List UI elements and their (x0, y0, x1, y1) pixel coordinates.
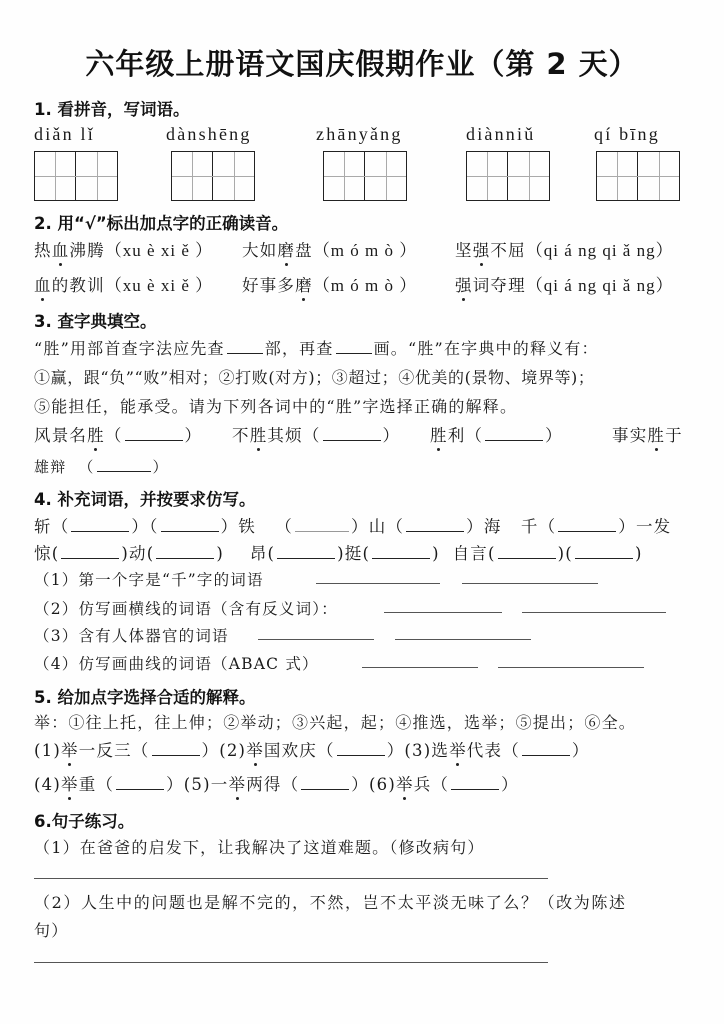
text: 画。“胜”在字典中的释义有： (373, 339, 599, 358)
idiom-char: 铁 (238, 517, 256, 536)
dotted-char: 胜 (647, 422, 665, 446)
item-number: (1) (34, 741, 61, 760)
idiom-blank[interactable] (406, 515, 464, 533)
idiom-blank[interactable] (372, 542, 430, 560)
answer-line[interactable] (395, 639, 531, 640)
answer-line[interactable] (462, 583, 598, 584)
paren: （ (104, 426, 123, 445)
paren: ） (184, 426, 203, 445)
text: 国欢庆 (263, 741, 317, 760)
idiom-blank[interactable] (498, 542, 556, 560)
answer-blank[interactable] (152, 739, 200, 757)
answer-line[interactable] (258, 639, 374, 640)
page-title: 六年级上册语文国庆假期作业（第 2 天） (85, 47, 639, 81)
sheng-word-4 (612, 422, 683, 446)
item-number: (4) (34, 775, 61, 794)
answer-blank[interactable] (301, 773, 349, 791)
text: 不 (232, 426, 250, 445)
word-text: 的教训 (51, 276, 105, 295)
ju-row-2: (4)举重（ ）(5)一举两得（ ）(6)举兵（ ） (34, 771, 519, 795)
text: 风景名 (34, 426, 88, 445)
text: 雄辩 (34, 458, 67, 476)
section2-heading: 2. 用“√”标出加点字的正确读音。 (34, 214, 289, 233)
idiom-char: 海 (483, 517, 502, 536)
sub-question-2: （2）仿写画横线的词语（含有反义词）： (34, 600, 338, 618)
idiom-char: 惊 (34, 544, 52, 563)
dotted-char: 胜 (250, 422, 268, 446)
idiom-blank[interactable] (277, 542, 335, 560)
pinyin-1: diǎn lǐ (34, 124, 95, 144)
pron-item-r1-3 (455, 236, 674, 261)
idiom-char: 千 (520, 517, 539, 536)
answer-blank[interactable] (97, 456, 151, 472)
dotted-char: 举 (396, 771, 414, 795)
blank-radical[interactable] (227, 337, 263, 354)
writing-grid-4[interactable] (466, 151, 550, 201)
answer-line[interactable] (316, 583, 440, 584)
answer-blank[interactable] (125, 424, 183, 442)
dotted-char: 举 (61, 771, 79, 795)
sub-question-4: （4）仿写画曲线的词语（ABAC 式） (34, 655, 319, 673)
section3-line1 (34, 336, 599, 359)
section3-line2: ①赢，跟“负”“败”相对；②打败(对方)；③超过；④优美的(景物、境界等)； (34, 368, 595, 387)
answer-line-q2[interactable] (34, 962, 548, 963)
paren: （ (78, 458, 95, 476)
writing-grid-3[interactable] (323, 151, 407, 201)
answer-blank[interactable] (337, 739, 385, 757)
text: 部，再查 (264, 339, 334, 358)
section1-heading: 1. 看拼音，写词语。 (34, 100, 190, 119)
pron-options[interactable]: （xu è xi ě ） (104, 241, 214, 260)
text: 其烦 (267, 426, 303, 445)
answer-blank[interactable] (323, 424, 381, 442)
idiom-blank[interactable] (71, 515, 129, 533)
paren: ） (545, 426, 563, 445)
pron-item-r2-3 (455, 271, 674, 296)
idiom-row-2: 惊( )动( ) 昂( )挺( ) 自言( )( ) (34, 540, 643, 564)
answer-blank[interactable] (451, 773, 499, 791)
writing-grid-5[interactable] (596, 151, 680, 201)
answer-line-q1[interactable] (34, 878, 548, 879)
dotted-char: 举 (246, 737, 264, 761)
word-text: 沸腾 (69, 241, 105, 260)
dotted-char: 强 (473, 237, 491, 261)
dotted-char: 强 (455, 272, 473, 296)
idiom-blank[interactable] (161, 515, 219, 533)
word-text: 热 (34, 241, 52, 260)
paren: ） (152, 458, 169, 476)
section5-heading: 5. 给加点字选择合适的解释。 (34, 688, 256, 707)
text: “胜”用部首查字法应先查 (34, 339, 225, 358)
dotted-char: 举 (228, 771, 246, 795)
blank-strokes[interactable] (336, 337, 372, 354)
idiom-char: 一发 (635, 517, 672, 536)
pinyin-5: qí bīng (594, 124, 660, 144)
item-number: (6) (369, 775, 396, 794)
item-number: (2) (219, 741, 247, 760)
pron-options[interactable]: （m ó m ò ） (312, 241, 418, 260)
text: 一反三 (78, 741, 132, 760)
paren: （ (302, 426, 321, 445)
pron-item-r2-1 (34, 271, 213, 296)
idiom-blank[interactable] (558, 515, 616, 533)
idiom-char: 自言 (452, 544, 489, 563)
dotted-char: 血 (52, 237, 70, 261)
answer-blank[interactable] (116, 773, 164, 791)
idiom-char: 昂 (249, 544, 268, 563)
dotted-char: 举 (61, 737, 79, 761)
dotted-char: 磨 (295, 272, 313, 296)
text: 于 (665, 426, 683, 445)
sheng-word-3 (430, 422, 563, 446)
text: 兵 (413, 775, 432, 794)
pron-item-r1-1 (34, 236, 213, 261)
text: 一 (210, 775, 229, 794)
idiom-blank[interactable] (61, 542, 119, 560)
writing-grid-2[interactable] (171, 151, 255, 201)
dotted-char: 血 (34, 272, 52, 296)
text: 事实 (612, 426, 648, 445)
idiom-char: 斩 (34, 517, 52, 536)
pron-item-r2-2 (242, 271, 417, 296)
section3-line3: ⑤能担任，能承受。请为下列各词中的“胜”字选择正确的解释。 (34, 397, 518, 416)
pinyin-4: diànniǔ (466, 124, 536, 144)
answer-line[interactable] (498, 667, 644, 668)
idiom-char: 山 (368, 517, 387, 536)
answer-line[interactable] (384, 612, 502, 613)
sub-question-1: （1）第一个字是“千”字的词语 (34, 571, 264, 589)
item-number: (3) (404, 741, 432, 760)
pron-options[interactable]: （m ó m ò ） (312, 276, 418, 295)
idiom-blank[interactable] (575, 542, 633, 560)
answer-blank[interactable] (522, 739, 570, 757)
word-text: 大如 (242, 241, 278, 260)
ju-definitions: 举：①往上托，往上伸；②举动；③兴起，起；④推选，选举；⑤提出；⑥全。 (34, 713, 637, 732)
text: 利 (447, 426, 466, 445)
answer-line[interactable] (362, 667, 478, 668)
pron-item-r1-2 (242, 236, 417, 261)
paren: ） (382, 426, 401, 445)
sub-question-3: （3）含有人体器官的词语 (34, 627, 229, 645)
paren: （ (465, 426, 484, 445)
section4-heading: 4. 补充词语，并按要求仿写。 (34, 490, 256, 509)
pinyin-3: zhānyǎng (316, 124, 403, 144)
word-text: 盘 (295, 241, 313, 260)
text: 代表 (466, 741, 503, 760)
word-text: 不屈 (490, 241, 526, 260)
text: 两得 (246, 775, 282, 794)
idiom-blank[interactable] (295, 515, 349, 533)
idiom-row-1: 斩（ ）（ ）铁 （ ）山（ ）海 千（ ）一发 (34, 513, 671, 537)
dotted-char: 举 (449, 737, 467, 761)
sentence-question-1: （1）在爸爸的启发下，让我解决了这道难题。（修改病句） (34, 838, 485, 857)
word-text: 好事多 (242, 276, 296, 295)
sheng-word-1 (34, 422, 202, 446)
text: 选 (431, 741, 450, 760)
section3-heading: 3. 查字典填空。 (34, 312, 157, 331)
idiom-char: 动 (128, 544, 147, 563)
pron-options[interactable]: （qi á ng qi ǎ ng） (525, 276, 674, 295)
word-text: 坚 (455, 241, 473, 260)
sheng-word-2 (232, 422, 400, 446)
ju-row-1: (1)举一反三（ ）(2)举国欢庆（ ）(3)选举代表（ ） (34, 737, 590, 761)
pron-options[interactable]: （qi á ng qi ǎ ng） (525, 241, 674, 260)
idiom-char: 挺 (344, 544, 363, 563)
sheng-word-4-cont (34, 456, 169, 477)
word-text: 词夺理 (472, 276, 526, 295)
dotted-char: 胜 (430, 422, 448, 446)
pinyin-2: dànshēng (166, 124, 252, 144)
pron-options[interactable]: （xu è xi ě ） (104, 276, 214, 295)
idiom-blank[interactable] (156, 542, 214, 560)
writing-grid-1[interactable] (34, 151, 118, 201)
sentence-question-2: （2）人生中的问题也是解不完的，不然，岂不太平淡无味了么？（改为陈述 (34, 893, 627, 912)
item-number: (5) (183, 775, 211, 794)
sentence-question-2-cont: 句） (34, 921, 69, 940)
answer-line[interactable] (522, 612, 666, 613)
section6-heading: 6.句子练习。 (34, 812, 135, 831)
text: 重 (78, 775, 97, 794)
answer-blank[interactable] (485, 424, 543, 442)
dotted-char: 磨 (277, 237, 295, 261)
dotted-char: 胜 (87, 422, 105, 446)
